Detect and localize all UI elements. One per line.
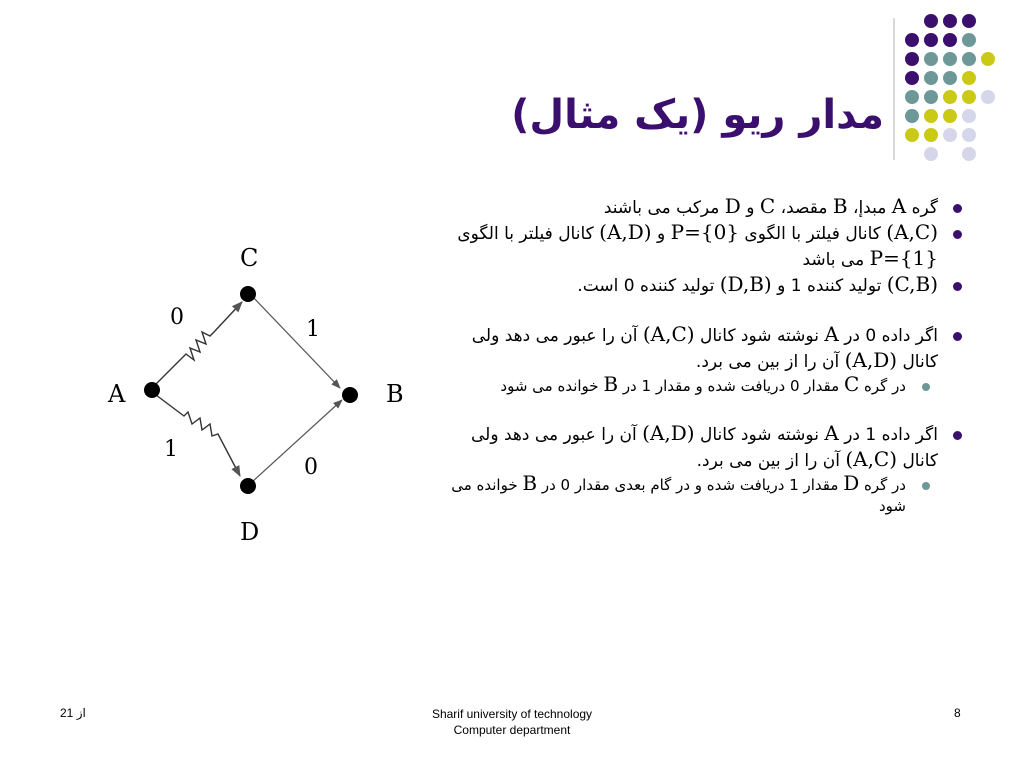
bullet-text-segment: P={1} [869, 246, 938, 270]
bullet-text-segment: A [824, 421, 839, 445]
bullet-item [442, 374, 962, 397]
bullet-text-segment: خوانده می شود [451, 476, 906, 515]
footer-page-number: 8 [954, 706, 961, 720]
edge-d-b-label: 0 [304, 455, 318, 480]
decorative-dot [962, 52, 976, 66]
rio-circuit-diagram [90, 230, 430, 560]
bullet-text-segment: تولید کننده 0 است. [577, 276, 720, 296]
decorative-dot [905, 52, 919, 66]
node-d [240, 478, 256, 494]
bullet-text-segment: در گره [859, 377, 906, 395]
bullet-text-segment: گره [906, 198, 938, 218]
edge-a-c-label: 0 [170, 305, 184, 330]
bullet-text-segment: مقدار 1 دریافت شده و در گام بعدی مقدار 0 در [537, 476, 844, 494]
footer-institution [412, 706, 612, 738]
edge-c-b-label: 1 [306, 317, 320, 342]
decorative-dot [924, 147, 938, 161]
edge-a-c [152, 302, 242, 388]
decorative-dot [905, 33, 919, 47]
bullet-text-segment: اگر داده 1 در [838, 425, 938, 445]
decorative-dot [962, 128, 976, 142]
edge-a-d [152, 392, 240, 476]
decorative-dot [943, 14, 957, 28]
bullet-text-segment: آن را از بین می برد. [695, 352, 845, 372]
decorative-dot [962, 109, 976, 123]
node-b-label: B [386, 380, 404, 408]
bullet-text-segment: مقصد، [775, 198, 833, 218]
bullet-text-segment: کانال فیلتر با الگوی [739, 224, 887, 244]
footer-department: Computer department [453, 723, 571, 737]
decorative-dot [924, 52, 938, 66]
bullet-text-segment: مرکب می باشند [603, 198, 725, 218]
bullet-item [442, 473, 962, 517]
decorative-dot [962, 90, 976, 104]
decorative-dot [981, 52, 995, 66]
decorative-dot [905, 128, 919, 142]
bullet-text-segment: خوانده می شود [500, 377, 604, 395]
decorative-dot-grid [905, 14, 1005, 164]
bullet-text-segment: آن را عبور می دهد ولی کانال [471, 326, 938, 372]
decorative-dot [943, 52, 957, 66]
node-c [240, 286, 256, 302]
footer-slide-total: از 21 [60, 706, 86, 720]
bullet-text-segment: C [843, 372, 860, 396]
bullet-item [442, 322, 962, 374]
bullet-text-segment: نوشته شود کانال [694, 326, 825, 346]
decorative-dot [924, 33, 938, 47]
bullet-text-segment: آن را از بین می برد. [696, 451, 846, 471]
decorative-dot [943, 71, 957, 85]
decorative-dot [924, 128, 938, 142]
decorative-dot [924, 71, 938, 85]
bullet-text-segment: (A,D) [844, 348, 898, 372]
footer-university: Sharif university of technology [431, 707, 593, 721]
bullet-text-segment: (A,D) [642, 421, 695, 445]
decorative-dot [905, 71, 919, 85]
bullet-text-segment: کانال فیلتر با الگوی [457, 224, 600, 244]
bullet-text-segment: و [651, 224, 671, 244]
node-a [144, 382, 160, 398]
node-b [342, 387, 358, 403]
bullet-text-segment: P={0} [670, 220, 740, 244]
bullet-text-segment: (A,D) [599, 220, 652, 244]
bullet-text-segment: می باشد [802, 250, 870, 270]
bullet-text-segment: آن را عبور می دهد ولی کانال [471, 425, 938, 471]
bullet-text-segment: مبدإ، [847, 198, 892, 218]
decorative-dot [962, 71, 976, 85]
bullet-text-segment: (D,B) [719, 272, 772, 296]
bullet-text-segment: و [740, 198, 760, 218]
node-d-label: D [240, 518, 260, 546]
decorative-dot [962, 14, 976, 28]
decorative-dot [943, 33, 957, 47]
bullet-text-segment: اگر داده 0 در [838, 326, 938, 346]
bullet-text-segment: B [522, 471, 538, 495]
decorative-dot [924, 109, 938, 123]
decorative-dot [905, 90, 919, 104]
decorative-dot [943, 109, 957, 123]
title-divider-line [893, 18, 895, 160]
decorative-dot [962, 147, 976, 161]
bullet-text-segment: (A,C) [845, 447, 898, 471]
decorative-dot [962, 33, 976, 47]
bullet-text-segment: تولید کننده 1 و [771, 276, 887, 296]
bullet-text-segment: B [603, 372, 619, 396]
decorative-dot [981, 90, 995, 104]
bullet-text-segment: A [824, 322, 839, 346]
bullet-list [442, 194, 962, 517]
bullet-text-segment: مقدار 0 دریافت شده و مقدار 1 در [618, 377, 844, 395]
bullet-item [442, 272, 962, 298]
bullet-text-segment: (C,B) [886, 272, 938, 296]
bullet-item [442, 421, 962, 473]
bullet-text-segment: B [832, 194, 848, 218]
bullet-text-segment: C [759, 194, 776, 218]
node-c-label: C [240, 244, 259, 272]
edge-a-d-label: 1 [164, 437, 178, 462]
decorative-dot [905, 109, 919, 123]
node-a-label: A [108, 380, 126, 408]
bullet-text-segment: D [724, 194, 741, 218]
bullet-text-segment: در گره [859, 476, 906, 494]
bullet-text-segment: (A,C) [642, 322, 695, 346]
bullet-text-segment: (A,C) [886, 220, 938, 244]
edge-c-b [252, 296, 340, 388]
slide-title: مدار ریو (یک مثال) [511, 92, 884, 138]
decorative-dot [943, 90, 957, 104]
bullet-item [442, 194, 962, 220]
bullet-text-segment: D [843, 471, 860, 495]
decorative-dot [924, 90, 938, 104]
bullet-text-segment: نوشته شود کانال [694, 425, 825, 445]
decorative-dot [943, 128, 957, 142]
edge-d-b [252, 400, 342, 482]
decorative-dot [924, 14, 938, 28]
bullet-item [442, 220, 962, 272]
bullet-text-segment: A [891, 194, 907, 218]
